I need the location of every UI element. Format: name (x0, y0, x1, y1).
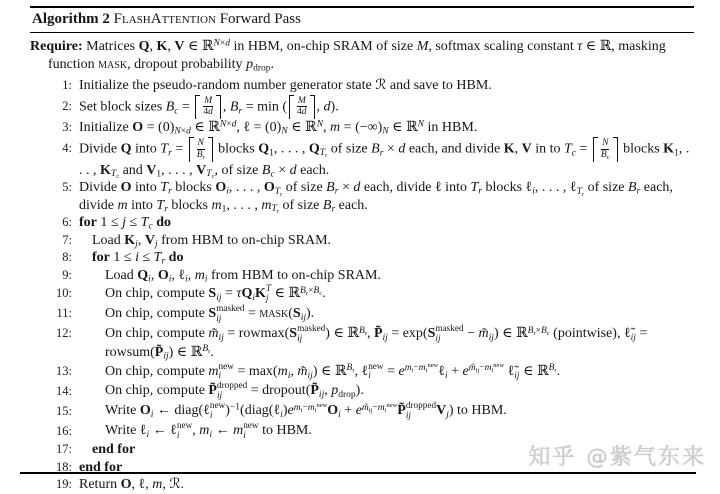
line-text: Divide O into $T_r$ blocks $O_i$, . . . , $O_{T_r}$ of size $B_r \times d$ each, divide ℓ into $T_r$ blocks ℓ$_i$, . . . , ℓ$_{T_r}$ of size $B_r$ each, divide m into $T_r$ blocks $m_1$, . . . , $m_{T_r}$ of size $B_r$ each. (79, 180, 673, 216)
watermark: 知乎 @紫气东来 (528, 445, 706, 470)
algo-line (30, 249, 694, 267)
line-text: Load $K_j$, $V_j$ from HBM to on-chip SRAM. (92, 232, 332, 250)
algorithm-name: FlashAttention (113, 11, 216, 27)
line-number: 19: (56, 477, 72, 492)
line-number: 6: (62, 215, 72, 230)
algorithm-lines (30, 77, 694, 494)
algo-line (30, 284, 694, 304)
line-number: 15: (56, 403, 72, 418)
algo-line (30, 137, 694, 179)
algorithm-number: Algorithm 2 (32, 11, 110, 27)
algo-line (30, 232, 694, 250)
algo-line (30, 179, 694, 214)
line-text: Initialize the pseudo-random number generator state ℛ and save to HBM. (79, 78, 492, 93)
require-label: Require: (30, 39, 83, 54)
algorithm-body (30, 33, 694, 494)
algo-line (30, 95, 694, 120)
line-text: end for (92, 442, 136, 458)
require-statement (30, 38, 694, 74)
line-number: 3: (62, 120, 72, 135)
line-number: 17: (56, 442, 72, 457)
algo-line (30, 362, 694, 382)
algo-line (30, 401, 694, 421)
line-number: 16: (56, 423, 72, 438)
line-text: for $1 \le j \le T_c$ do (79, 215, 171, 232)
line-number: 8: (62, 250, 72, 265)
require-text: Matrices Q, K, V ∈ ℝ$^{N\times d}$ in HBM, on-chip SRAM of size M, softmax scaling constant τ ∈ ℝ, masking function mask, dropout probability $p_{drop}$. (48, 38, 666, 74)
line-text: On chip, compute S masked ij = $mask(S_{ij})$. (105, 303, 315, 324)
algorithm-title (30, 6, 694, 33)
algo-line (30, 381, 694, 401)
algo-line (30, 304, 694, 324)
line-number: 13: (56, 363, 72, 378)
line-text: end for (79, 459, 123, 475)
line-text: Write $O_i$ ← diag(ℓ new i )$^{-1}(diag(\ell_i)e^{m_i-m_i^{new}}O_i$ + $e^{m̃_{ij}-m_i^{new}}P̃$ dropped ij $V_j$) to HBM. (105, 400, 507, 421)
line-number: 2: (62, 99, 72, 114)
line-number: 7: (62, 232, 72, 247)
line-text: for $1 \le i \le T_r$ do (92, 250, 184, 267)
line-text: Return O, ℓ, m, ℛ. (79, 477, 185, 493)
algo-line (30, 421, 694, 441)
algo-line (30, 267, 694, 285)
algorithm-title-rest: Forward Pass (215, 11, 301, 27)
line-number: 10: (56, 286, 72, 301)
line-number: 18: (56, 459, 72, 474)
line-number: 14: (56, 383, 72, 398)
algo-line (30, 324, 694, 361)
line-number: 9: (62, 267, 72, 282)
algo-line (30, 214, 694, 232)
line-number: 1: (62, 78, 72, 92)
line-text: Initialize $O = (0)_{N\times d}$ ∈ ℝ$^{N\times d}$, ℓ = $(0)_N$ ∈ ℝ$^N$, $m = (-\infty)_N$ ∈ ℝ$^N$ in HBM. (79, 119, 478, 137)
line-text: Load $Q_i$, $O_i$, ℓ$_i$, $m_i$ from HBM to on-chip SRAM. (105, 267, 381, 285)
line-text: On chip, compute $m̃_{ij} = rowmax(S$ masked ij ) ∈ ℝ$^{B_r}$, $P̃_{ij} = \exp(S$ masked ij − $m̃_{ij}$) ∈ ℝ$^{B_r\times B_c}$ (pointwise), $\ell̃_{ij}$ = $rowsum(P̃_{ij})$ ∈ ℝ$^{B_r}$. (105, 323, 648, 362)
line-text: Set block sizes $B_c$ = $\frac{M}{4d}$ , $B_r = \min$ ( $\frac{M}{4d}$ , d). (79, 95, 339, 118)
line-number: 12: (56, 326, 72, 341)
line-number: 4: (62, 141, 72, 156)
line-text: On chip, compute $S_{ij} = \tau Q_iK$ T j ∈ ℝ$^{B_r\times B_c}$. (105, 283, 326, 304)
algo-line (30, 77, 694, 95)
line-text: Write ℓ$_i$ ← ℓ new i , $m_i$ ← m new i to HBM. (105, 420, 312, 441)
algorithm-block (30, 6, 694, 494)
line-number: 11: (56, 306, 72, 321)
line-number: 5: (62, 180, 72, 195)
line-text: On chip, compute P̃ dropped ij = $dropout(P̃_{ij}$, $p_{drop}$). (105, 380, 364, 401)
line-text: On chip, compute m new i = $\max(m_i$, $m̃_{ij}$) ∈ ℝ$^{B_r}$, ℓ new i = $e^{m_i-m_i^{new}}\ell_i + e^{m̃_{ij}-m_i^{new}}$ $\ell̃_{ij}$ ∈ ℝ$^{B_r}$. (105, 360, 561, 381)
line-text: Divide Q into $T_r$ = $\frac{N}{B_r}$ blocks $Q_1$, . . . , $Q_{T_r}$ of size $B_r \times d$ each, and divide K, V in to $T_c$ = $\frac{N}{B_c}$ blocks $K_1$, . . . , $K_{T_c}$ and $V_1$, . . . , $V_{T_c}$, of size $B_c \times d$ each. (79, 137, 690, 181)
algo-line (30, 476, 694, 494)
algo-line (30, 119, 694, 137)
bottom-divider (20, 472, 696, 474)
